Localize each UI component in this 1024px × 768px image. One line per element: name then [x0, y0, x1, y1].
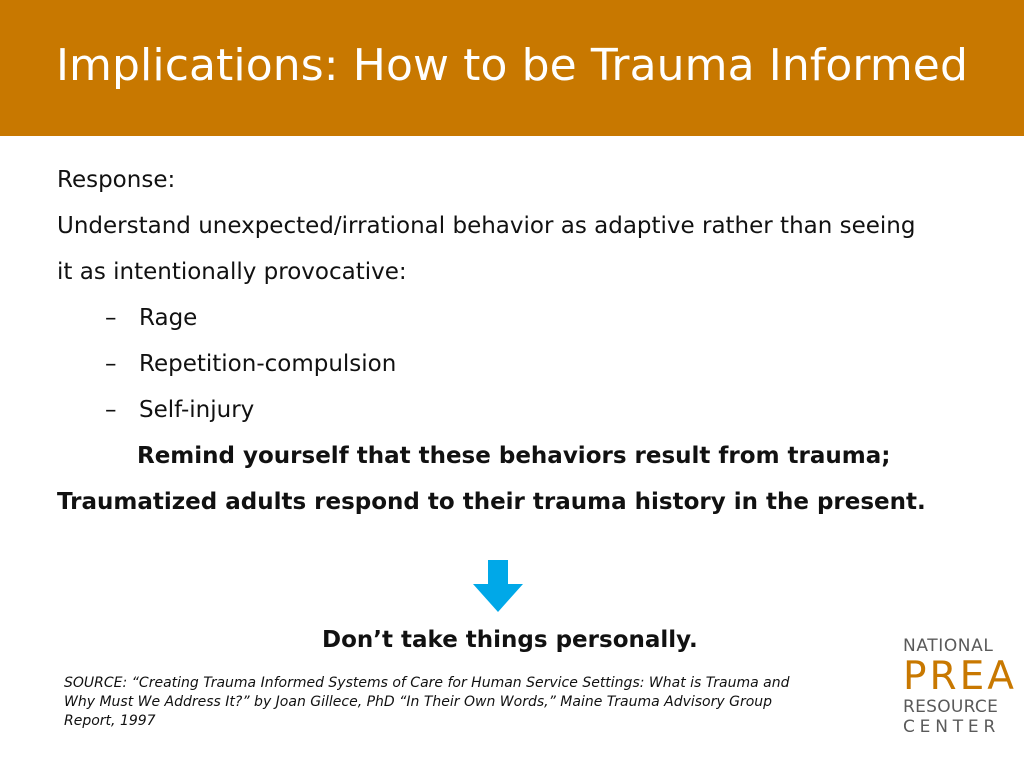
prea-logo: [903, 634, 1017, 738]
logo-prea-text: PREA: [903, 654, 1017, 699]
response-label: Response:: [57, 167, 176, 193]
bullet-dash: –: [105, 305, 117, 331]
body-text-line-1: Understand unexpected/irrational behavior as adaptive rather than seeing: [57, 213, 916, 239]
emphasis-line-2: Traumatized adults respond to their trauma history in the present.: [57, 489, 926, 515]
body-text-line-2: it as intentionally provocative:: [57, 259, 407, 285]
bullet-dash: –: [105, 351, 117, 377]
arrow-down-icon: [473, 560, 523, 612]
bullet-self-injury: Self-injury: [139, 397, 255, 423]
logo-national-text: NATIONAL: [903, 636, 994, 656]
source-citation: SOURCE: “Creating Trauma Informed Systems of Care for Human Service Settings: What is Trauma and Why Must We Address It?” by Joan Gillece, PhD “In Their Own Words,” Maine Trauma Advisory Group Report, 1997: [64, 675, 790, 729]
bullet-rage: Rage: [139, 305, 198, 331]
takeaway-text: Don’t take things personally.: [322, 627, 698, 653]
bullet-repetition-compulsion: Repetition-compulsion: [139, 351, 397, 377]
logo-center-text: CENTER: [903, 717, 1001, 737]
slide-title: Implications: How to be Trauma Informed: [55, 40, 969, 91]
logo-resource-text: RESOURCE: [903, 697, 999, 717]
bullet-dash: –: [105, 397, 117, 423]
title-bar: [0, 0, 1024, 136]
emphasis-line-1: Remind yourself that these behaviors result from trauma;: [137, 443, 891, 469]
